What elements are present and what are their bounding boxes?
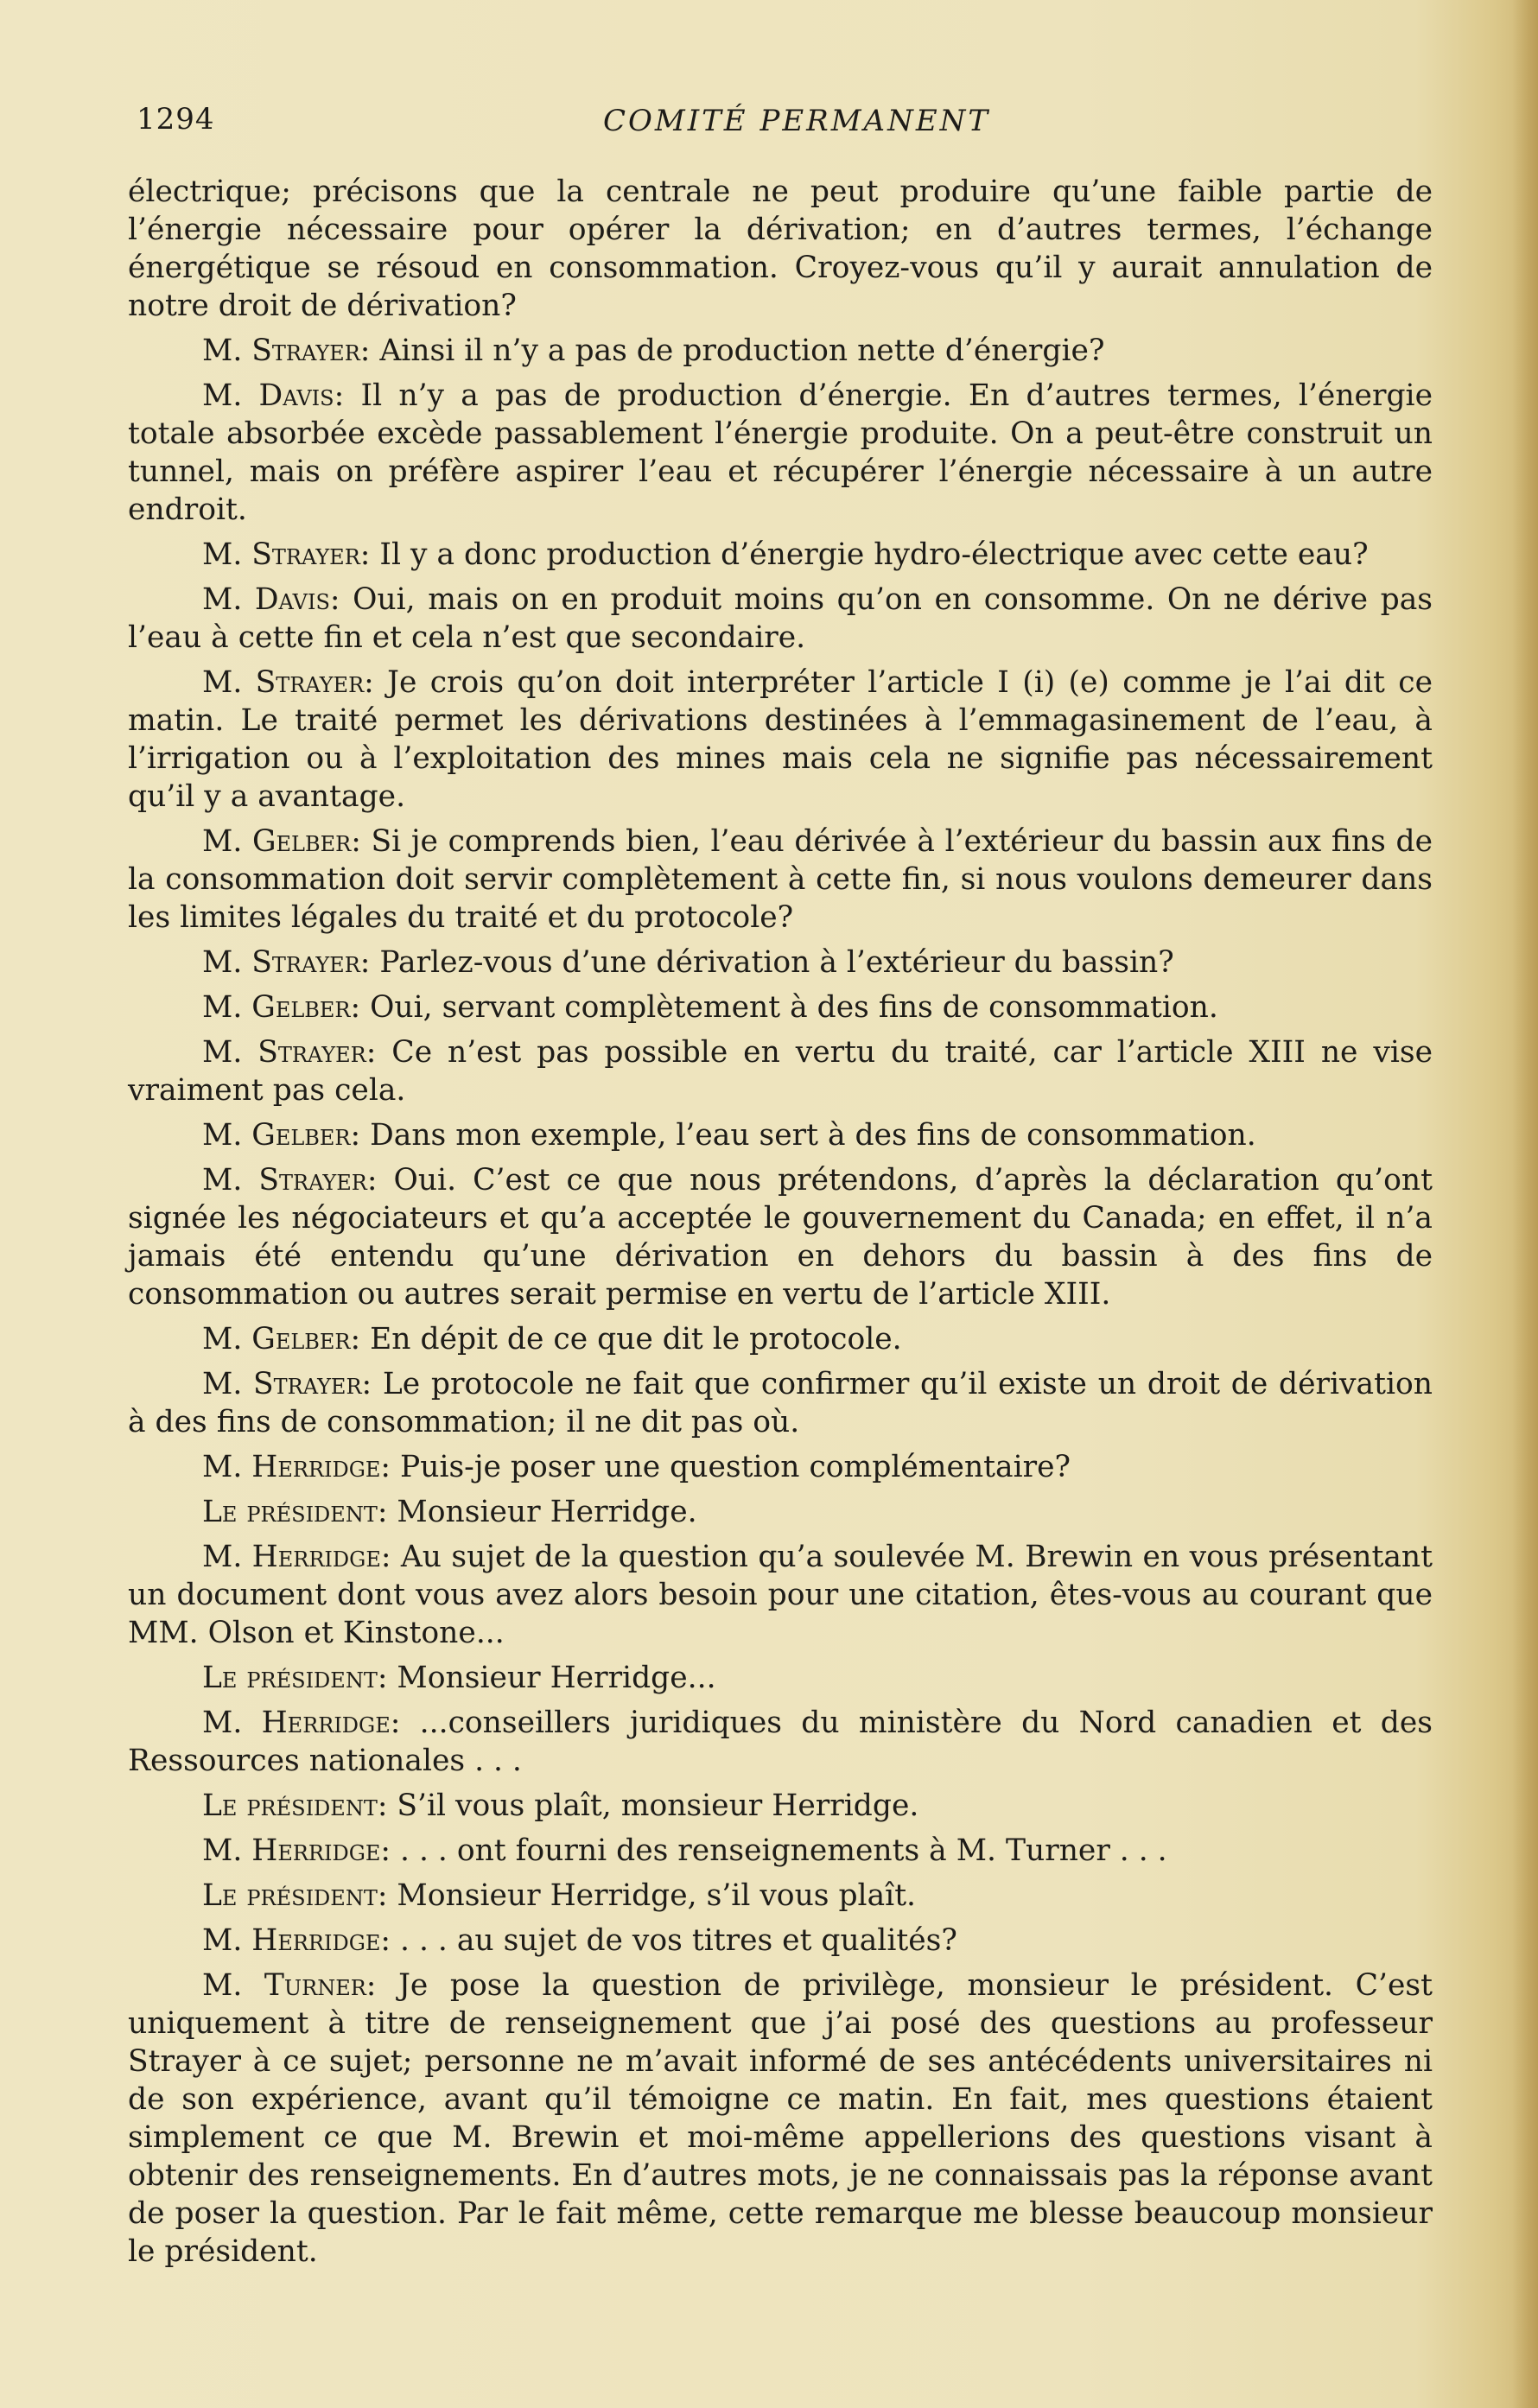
paragraph-text: Monsieur Herridge, s’il vous plaît.	[397, 1878, 917, 1913]
paragraph-text: Si je comprends bien, l’eau dérivée à l’extérieur du bassin aux fins de la consommation doit servir complètement à cette fin, si nous voulons demeurer dans les limites légales du traité et du protocole?	[128, 824, 1433, 935]
paragraph-text: En dépit de ce que dit le protocole.	[370, 1322, 902, 1356]
transcript-paragraph	[128, 581, 1433, 657]
speaker-name: Le président:	[202, 1661, 388, 1695]
transcript-paragraph	[128, 1033, 1433, 1109]
transcript-paragraph	[128, 536, 1433, 574]
paragraph-text: Monsieur Herridge.	[397, 1495, 697, 1529]
paragraph-text: Je pose la question de privilège, monsieur le président. C’est uniquement à titre de renseignement que j’ai posé des questions au professeur Strayer à ce sujet; personne ne m’avait informé de ses antécédents universitaires ni de son expérience, avant qu’il témoigne ce matin. En fait, mes questions étaient simplement ce que M. Brewin et moi-même appellerions des questions visant à obtenir des renseignements. En d’autres mots, je ne connaissais pas la réponse avant de poser la question. Par le fait même, cette remarque me blesse beaucoup monsieur le président.	[128, 1968, 1433, 2269]
paragraph-text: Je crois qu’on doit interpréter l’article I (i) (e) comme je l’ai dit ce matin. Le traité permet les dérivations destinées à l’emmagasinement de l’eau, à l’irrigation ou à l’exploitation des mines mais cela ne signifie pas nécessairement qu’il y a avantage.	[128, 665, 1433, 814]
transcript-paragraph	[128, 1161, 1433, 1313]
transcript-paragraph	[128, 1448, 1433, 1486]
transcript-paragraph	[128, 1922, 1433, 1960]
paragraph-text: . . . ont fourni des renseignements à M. Turner . . .	[400, 1833, 1167, 1868]
paragraph-text: Ainsi il n’y a pas de production nette d’énergie?	[379, 334, 1105, 368]
speaker-name: M. Strayer:	[202, 665, 374, 700]
transcript-paragraph	[128, 1538, 1433, 1652]
transcript-paragraph	[128, 1116, 1433, 1154]
paragraph-text: Le protocole ne fait que confirmer qu’il existe un droit de dérivation à des fins de consommation; il ne dit pas où.	[128, 1367, 1433, 1439]
transcript-paragraph	[128, 332, 1433, 370]
transcript-paragraph	[128, 1493, 1433, 1531]
speaker-name: M. Strayer:	[202, 1035, 377, 1070]
speaker-name: M. Herridge:	[202, 1833, 391, 1868]
speaker-name: M. Strayer:	[202, 945, 371, 980]
transcript-paragraph	[128, 1704, 1433, 1780]
transcript-paragraph	[128, 1877, 1433, 1915]
speaker-name: M. Davis:	[202, 582, 340, 617]
page-number: 1294	[137, 102, 215, 137]
paragraph-text: Puis-je poser une question complémentaire?	[400, 1450, 1071, 1484]
paragraph-text: ...conseillers juridiques du ministère du Nord canadien et des Ressources nationales . . .	[128, 1706, 1433, 1778]
transcript-paragraph	[128, 173, 1433, 325]
transcript-paragraph	[128, 1320, 1433, 1358]
paragraph-text: . . . au sujet de vos titres et qualités?	[400, 1923, 957, 1958]
speaker-name: M. Herridge:	[202, 1923, 391, 1958]
running-title: COMITÉ PERMANENT	[603, 104, 991, 138]
speaker-name: M. Gelber:	[202, 990, 361, 1025]
paragraph-text: Au sujet de la question qu’a soulevée M. Brewin en vous présentant un document dont vous avez alors besoin pour une citation, êtes-vous au courant que MM. Olson et Kinstone...	[128, 1540, 1433, 1650]
paragraph-text: S’il vous plaît, monsieur Herridge.	[397, 1789, 919, 1823]
paragraph-text: Ce n’est pas possible en vertu du traité, car l’article XIII ne vise vraiment pas cela.	[128, 1035, 1433, 1108]
speaker-name: M. Strayer:	[202, 1163, 378, 1198]
transcript-paragraph	[128, 1787, 1433, 1825]
paragraph-text: Oui, servant complètement à des fins de consommation.	[370, 990, 1218, 1025]
paragraph-text: Il n’y a pas de production d’énergie. En d’autres termes, l’énergie totale absorbée excède passablement l’énergie produite. On a peut-être construit un tunnel, mais on préfère aspirer l’eau et récupérer l’énergie nécessaire à un autre endroit.	[128, 378, 1433, 527]
speaker-name: M. Strayer:	[202, 537, 371, 572]
transcript-paragraph	[128, 823, 1433, 937]
paragraph-text: Oui, mais on en produit moins qu’on en consomme. On ne dérive pas l’eau à cette fin et cela n’est que secondaire.	[128, 582, 1433, 655]
transcript-paragraph	[128, 944, 1433, 982]
speaker-name: Le président:	[202, 1789, 388, 1823]
speaker-name: M. Herridge:	[202, 1450, 391, 1484]
speaker-name: M. Strayer:	[202, 334, 371, 368]
speaker-name: M. Herridge:	[202, 1540, 391, 1574]
transcript-paragraph	[128, 1365, 1433, 1441]
speaker-name: Le président:	[202, 1495, 388, 1529]
transcript-paragraph	[128, 1832, 1433, 1870]
speaker-name: M. Turner:	[202, 1968, 377, 2003]
paragraph-text: Monsieur Herridge...	[397, 1661, 716, 1695]
speaker-name: M. Davis:	[202, 378, 345, 413]
transcript-body	[128, 173, 1433, 2278]
transcript-paragraph	[128, 377, 1433, 529]
paragraph-text: Oui. C’est ce que nous prétendons, d’après la déclaration qu’ont signée les négociateurs et qu’a acceptée le gouvernement du Canada; en effet, il n’a jamais été entendu qu’une dérivation en dehors du bassin à des fins de consommation ou autres serait permise en vertu de l’article XIII.	[128, 1163, 1433, 1312]
transcript-paragraph	[128, 664, 1433, 816]
paragraph-text: Il y a donc production d’énergie hydro-électrique avec cette eau?	[379, 537, 1369, 572]
paragraph-text: Parlez-vous d’une dérivation à l’extérieur du bassin?	[379, 945, 1174, 980]
paragraph-text: Dans mon exemple, l’eau sert à des fins de consommation.	[370, 1118, 1256, 1153]
transcript-paragraph	[128, 988, 1433, 1026]
page-header	[137, 102, 1433, 154]
speaker-name: M. Gelber:	[202, 824, 361, 859]
speaker-name: M. Herridge:	[202, 1706, 401, 1740]
transcript-paragraph	[128, 1659, 1433, 1697]
paragraph-text: électrique; précisons que la centrale ne peut produire qu’une faible partie de l’énergie nécessaire pour opérer la dérivation; en d’autres termes, l’échange énergétique se résoud en consommation. Croyez-vous qu’il y aurait annulation de notre droit de dérivation?	[128, 175, 1433, 323]
speaker-name: Le président:	[202, 1878, 388, 1913]
transcript-paragraph	[128, 1966, 1433, 2271]
speaker-name: M. Gelber:	[202, 1322, 361, 1356]
speaker-name: M. Gelber:	[202, 1118, 361, 1153]
speaker-name: M. Strayer:	[202, 1367, 372, 1401]
page-edge-shadow	[1512, 0, 1538, 2408]
